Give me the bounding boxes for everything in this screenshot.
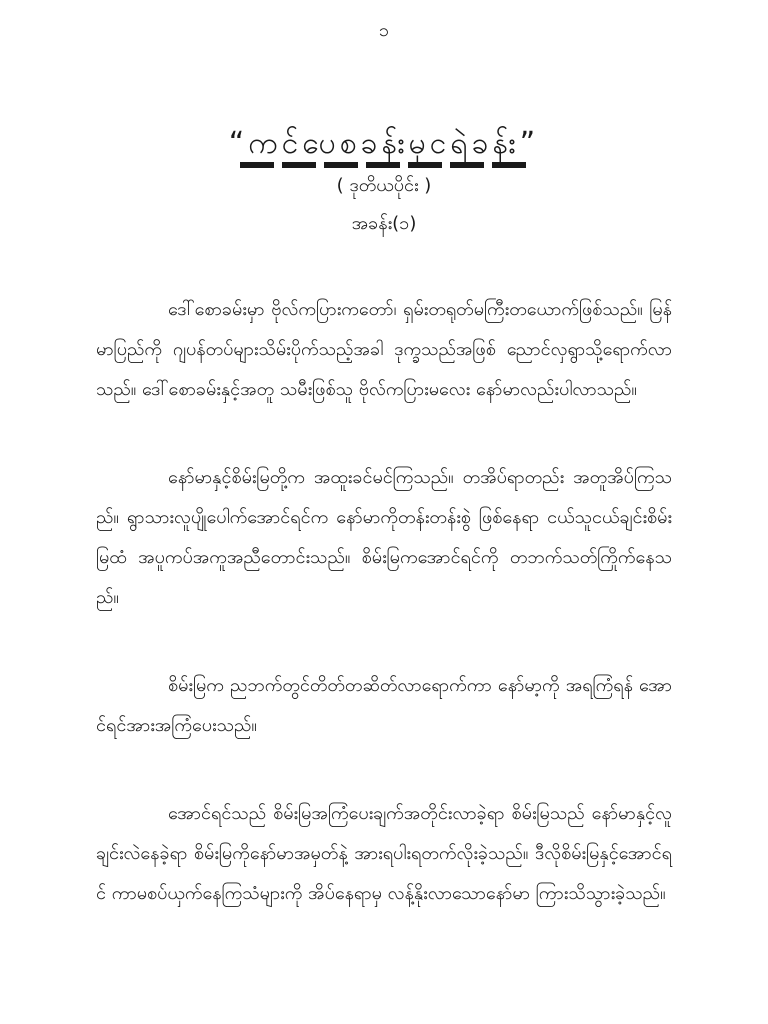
paragraph-4: [96, 794, 672, 914]
chapter-heading: အခန်း(၁): [351, 213, 417, 234]
page-number: ၁: [378, 20, 390, 41]
paragraph-1-text: ဒေါ်စောခမ်းမှာ ဗိုလ်ကပြားကတော်၊ ရှမ်းတရုတ်မကြီးတယောက်ဖြစ်သည်။ မြန်မာပြည်ကို ဂျပန်တပ်များသိမ်းပိုက်သည့်အခါ ဒုက္ခသည်အဖြစ် ညောင်လှရွာသို့ရောက်လာသည်။ ဒေါ်စောခမ်းနှင့်အတူ သမီးဖြစ်သူ ဗိုလ်ကပြားမလေး နော်မာလည်းပါလာသည်။: [96, 299, 672, 400]
paragraph-3-text: စိမ်းမြက ညဘက်တွင်တိတ်တဆိတ်လာရောက်ကာ နော်မာ့ကို အရကြံရန် အောင်ရင်အားအကြံပေးသည်။: [96, 675, 672, 736]
body-text: [96, 290, 672, 962]
paragraph-3: [96, 666, 672, 746]
part-subtitle: ( ဒုတိယပိုင်း ): [336, 175, 432, 196]
paragraph-1: [96, 290, 672, 410]
book-title: “ကင်ပေစခန်းမှငရဲခန်း”: [228, 126, 540, 161]
paragraph-4-text: အောင်ရင်သည် စိမ်းမြအကြံပေးချက်အတိုင်းလာခဲ့ရာ စိမ်းမြသည် နော်မာနှင့်လူချင်းလဲနေခဲ့ရာ စိမ်းမြကိုနော်မာအမှတ်နဲ့ အားရပါးရတက်လိုးခဲ့သည်။ ဒီလိုစိမ်းမြနှင့်အောင်ရင် ကာမစပ်ယှက်နေကြသံများကို အိပ်နေရာမှ လန့်နိုးလာသောနော်မာ ကြားသိသွားခဲ့သည်။: [96, 803, 672, 904]
paragraph-2: [96, 458, 672, 618]
paragraph-2-text: နော်မာနှင့်စိမ်းမြတို့က အထူးခင်မင်ကြသည်။ တအိပ်ရာတည်း အတူအိပ်ကြသည်။ ရွာသားလူပျိုပေါက်အောင်ရင်က နော်မာကိုတန်းတန်းစွဲ ဖြစ်နေရာ ငယ်သူငယ်ချင်းစိမ်းမြထံ အပူကပ်အကူအညီတောင်းသည်။ စိမ်းမြကအောင်ရင်ကို တဘက်သတ်ကြိုက်နေသည်။: [96, 467, 672, 608]
title-block: [0, 122, 768, 238]
